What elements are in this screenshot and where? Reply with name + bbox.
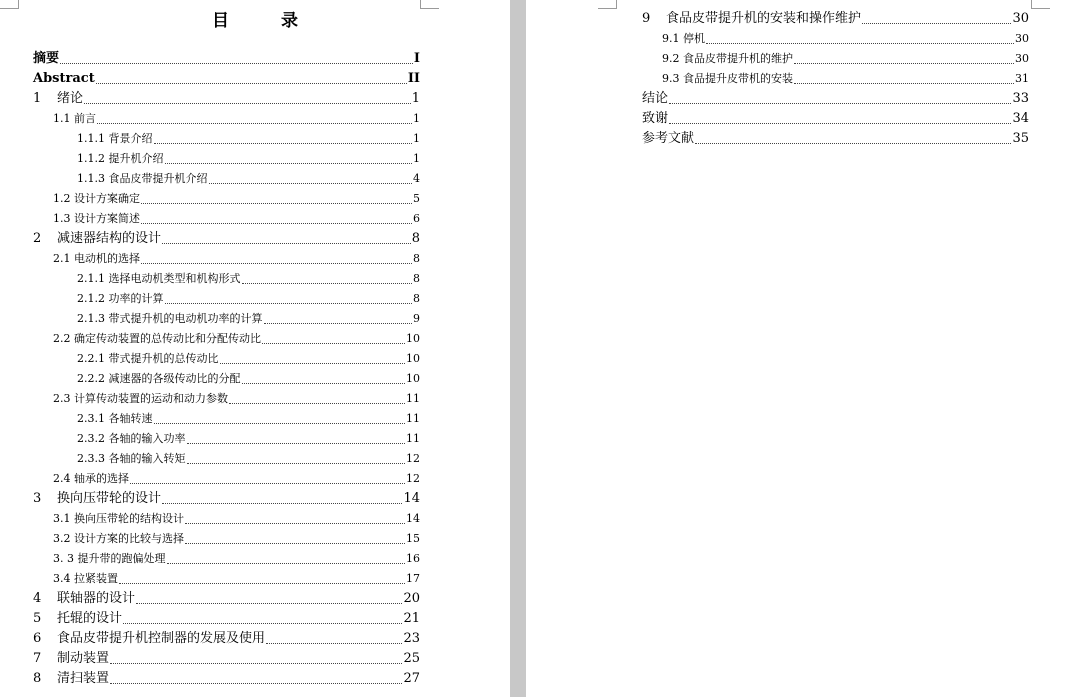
toc-entry-label (33, 610, 122, 628)
toc-leader-dots (794, 83, 1014, 84)
toc-entry-title: 摘要 (33, 51, 60, 66)
toc-page-number: 34 (1012, 111, 1029, 126)
toc-entry-label (662, 70, 793, 88)
toc-leader-dots (187, 463, 406, 464)
toc-entry-label (77, 290, 164, 308)
toc-entry-title: 参考文献 (642, 131, 695, 146)
toc-leader-dots (242, 383, 406, 384)
toc-entry-label (33, 650, 109, 668)
toc-page-number: 9 (413, 312, 420, 325)
toc-entry-title: 前言 (74, 112, 96, 125)
toc-entry-title: 联轴器的设计 (57, 591, 136, 606)
toc-entry-label (53, 110, 96, 128)
toc-entry-title: 设计方案简述 (74, 212, 140, 225)
toc-page-number: 10 (406, 372, 420, 385)
toc-entry-number: 9.2 (662, 52, 680, 65)
toc-entry-number: 2.3 (53, 392, 71, 405)
toc-entry[interactable] (77, 370, 420, 388)
toc-page-number: 30 (1015, 52, 1029, 65)
toc-entry-number: 1.1.2 (77, 152, 105, 165)
toc-entry[interactable] (33, 610, 420, 628)
toc-entry-label (642, 110, 668, 128)
toc-entry-number: 6 (33, 631, 42, 646)
toc-entry[interactable] (662, 70, 1029, 88)
toc-entry-label (33, 630, 265, 648)
toc-entry-label (662, 50, 793, 68)
toc-entry-number: 9 (642, 11, 651, 26)
toc-entry-title: 减速器结构的设计 (57, 231, 162, 246)
toc-entry-label (53, 530, 184, 548)
toc-entry-title: 托辊的设计 (57, 611, 123, 626)
toc-entry[interactable] (642, 90, 1029, 108)
toc-leader-dots (165, 163, 413, 164)
toc-page-number: 31 (1015, 72, 1029, 85)
toc-entry-number: 2.4 (53, 472, 71, 485)
toc-page-number: 14 (403, 491, 420, 506)
toc-entry-title: 提升机介绍 (108, 152, 164, 165)
toc-leader-dots (141, 263, 412, 264)
toc-entry-number: 2.2.1 (77, 352, 105, 365)
toc-entry[interactable] (53, 210, 420, 228)
toc-entry-title: 带式提升机的电动机功率的计算 (108, 312, 263, 325)
toc-entry[interactable] (77, 450, 420, 468)
toc-leader-dots (264, 323, 413, 324)
toc-leader-dots (165, 303, 413, 304)
toc-entry-title: 各轴的输入转矩 (108, 452, 186, 465)
toc-entry[interactable] (77, 410, 420, 428)
toc-entry-number: 2.3.3 (77, 452, 105, 465)
toc-page-number: 5 (413, 192, 420, 205)
toc-entry-label (77, 350, 219, 368)
toc-leader-dots (130, 483, 405, 484)
page-left (0, 0, 510, 697)
toc-entry-title: 设计方案的比较与选择 (74, 532, 184, 545)
toc-entry-label (662, 30, 705, 48)
toc-entry-number: 3.2 (53, 532, 71, 545)
toc-entry-label (53, 190, 140, 208)
toc-entry-label (77, 150, 164, 168)
toc-entry[interactable] (33, 70, 420, 88)
toc-page-number: 11 (406, 392, 420, 405)
toc-entry-label (77, 170, 208, 188)
toc-entry-number: 3.1 (53, 512, 71, 525)
page-gutter (510, 0, 526, 697)
toc-leader-dots (141, 203, 412, 204)
toc-entry-number: 2.1.1 (77, 272, 105, 285)
toc-entry-title: 设计方案确定 (74, 192, 140, 205)
toc-page-number: II (407, 71, 420, 86)
toc-entry-number: 3 (33, 491, 42, 506)
toc-entry[interactable] (53, 570, 420, 588)
toc-leader-dots (187, 443, 406, 444)
toc-entry-label (77, 310, 263, 328)
toc-entry[interactable] (53, 470, 420, 488)
toc-entry[interactable] (77, 150, 420, 168)
toc-entry-label (33, 230, 161, 248)
toc-page-number: 10 (406, 332, 420, 345)
toc-leader-dots (110, 663, 402, 664)
toc-leader-dots (242, 283, 413, 284)
toc-page-number: 20 (403, 591, 420, 606)
toc-entry[interactable] (77, 170, 420, 188)
toc-page-number: 8 (413, 252, 420, 265)
toc-entry[interactable] (53, 330, 420, 348)
toc-entry-title: 绪论 (57, 91, 84, 106)
toc-page-number: 33 (1012, 91, 1029, 106)
toc-leader-dots (84, 103, 411, 104)
toc-entry-label (53, 470, 129, 488)
toc-entry-number: 1.1 (53, 112, 71, 125)
toc-entry-number: 3. 3 (53, 552, 74, 565)
toc-entry-number: 7 (33, 651, 42, 666)
toc-entry-number: 1.2 (53, 192, 71, 205)
toc-leader-dots (669, 103, 1011, 104)
toc-leader-dots (136, 603, 402, 604)
toc-page-number: 12 (406, 472, 420, 485)
toc-entry-title: 食品皮带提升机的维护 (683, 52, 793, 65)
page-corner-mark (1031, 0, 1050, 9)
toc-entry[interactable] (642, 130, 1029, 148)
toc-entry[interactable] (33, 50, 420, 68)
toc-leader-dots (119, 583, 405, 584)
toc-entry-number: 1.1.1 (77, 132, 105, 145)
toc-entry[interactable] (662, 30, 1029, 48)
toc-entry-title: 带式提升机的总传动比 (108, 352, 219, 365)
toc-entry[interactable] (77, 310, 420, 328)
toc-entry-title: 提升带的跑偏处理 (77, 552, 166, 565)
toc-entry-label (53, 390, 228, 408)
toc-entry-title: 确定传动装置的总传动比和分配传动比 (74, 332, 261, 345)
toc-entry-label (77, 370, 241, 388)
toc-entry-title: 清扫装置 (57, 671, 110, 686)
toc-entry-title: 换向压带轮的结构设计 (74, 512, 184, 525)
toc-page-number: 21 (403, 611, 420, 626)
toc-entry[interactable] (33, 630, 420, 648)
toc-entry[interactable] (642, 110, 1029, 128)
toc-leader-dots (669, 123, 1011, 124)
toc-leader-dots (209, 183, 413, 184)
toc-leader-dots (167, 563, 406, 564)
toc-leader-dots (229, 403, 405, 404)
toc-entry-number: 4 (33, 591, 42, 606)
toc-page-number: 1 (411, 91, 420, 106)
toc-entry-title: 食品皮带提升机介绍 (108, 172, 208, 185)
toc-entry-title: 各轴转速 (108, 412, 153, 425)
toc-entry-title: 食品提升皮带机的安装 (683, 72, 793, 85)
toc-entry[interactable] (642, 10, 1029, 28)
toc-leader-dots (123, 623, 402, 624)
toc-entry-label (642, 130, 694, 148)
toc-entry-label (642, 90, 668, 108)
toc-entry[interactable] (662, 50, 1029, 68)
toc-page-number: 25 (403, 651, 420, 666)
toc-leader-dots (162, 243, 411, 244)
toc-entry[interactable] (33, 90, 420, 108)
toc-entry-label (53, 550, 166, 568)
toc-leader-dots (60, 63, 413, 64)
toc-leader-dots (220, 363, 406, 364)
toc-leader-dots (266, 643, 402, 644)
toc-title: 目录 (212, 11, 350, 31)
toc-page-number: 30 (1015, 32, 1029, 45)
toc-leader-dots (695, 143, 1011, 144)
toc-leader-dots (97, 123, 412, 124)
toc-entry-title: 选择电动机类型和机构形式 (108, 272, 241, 285)
toc-entry-title: 功率的计算 (108, 292, 164, 305)
page-right (526, 0, 1092, 697)
toc-entry[interactable] (33, 230, 420, 248)
toc-entry-title: 停机 (683, 32, 705, 45)
toc-entry[interactable] (53, 530, 420, 548)
toc-entry-title: 食品皮带提升机控制器的发展及使用 (57, 631, 266, 646)
toc-entry-label (77, 130, 153, 148)
toc-entry-title: 致谢 (642, 111, 669, 126)
toc-entry[interactable] (33, 590, 420, 608)
toc-entry[interactable] (77, 290, 420, 308)
toc-entry-title: 计算传动装置的运动和动力参数 (74, 392, 228, 405)
toc-entry-title: 食品皮带提升机的安装和操作维护 (666, 11, 862, 26)
toc-leader-dots (794, 63, 1014, 64)
toc-entry-title: 背景介绍 (108, 132, 153, 145)
toc-entry-number: 8 (33, 671, 42, 686)
toc-leader-dots (96, 83, 407, 84)
toc-entry-label (33, 590, 135, 608)
toc-entry-number: 9.3 (662, 72, 680, 85)
toc-page-number: 1 (413, 112, 420, 125)
toc-entry-number: 2.3.1 (77, 412, 105, 425)
toc-entry-label (53, 510, 184, 528)
toc-leader-dots (110, 683, 402, 684)
toc-entry-label (77, 270, 241, 288)
toc-entry[interactable] (77, 430, 420, 448)
toc-leader-dots (154, 423, 406, 424)
toc-page-number: 11 (406, 412, 420, 425)
toc-entry[interactable] (33, 650, 420, 668)
toc-entry-title: 各轴的输入功率 (108, 432, 186, 445)
toc-leader-dots (154, 143, 413, 144)
toc-page-number: 16 (406, 552, 420, 565)
toc-entry-number: 9.1 (662, 32, 680, 45)
toc-entry-label (53, 570, 118, 588)
toc-entry-number: 3.4 (53, 572, 71, 585)
toc-entry-number: 1.1.3 (77, 172, 105, 185)
toc-entry-label (33, 670, 109, 688)
toc-entry-label (77, 410, 153, 428)
toc-entry-number: 2.1.2 (77, 292, 105, 305)
toc-page-number: 15 (406, 532, 420, 545)
toc-entry-number: 2.2.2 (77, 372, 105, 385)
toc-entry-number: 2.3.2 (77, 432, 105, 445)
toc-page-number: 35 (1012, 131, 1029, 146)
toc-page-number: 11 (406, 432, 420, 445)
toc-entry-title: 拉紧装置 (74, 572, 118, 585)
toc-entry-label (77, 430, 186, 448)
toc-leader-dots (185, 543, 405, 544)
toc-entry-title: 电动机的选择 (74, 252, 140, 265)
toc-page-number: 6 (413, 212, 420, 225)
toc-entry-number: 1.3 (53, 212, 71, 225)
toc-entry-title: 制动装置 (57, 651, 110, 666)
toc-page-number: 8 (413, 292, 420, 305)
toc-entry[interactable] (53, 390, 420, 408)
toc-entry[interactable] (77, 270, 420, 288)
toc-leader-dots (141, 223, 412, 224)
toc-entry-number: 2.1 (53, 252, 71, 265)
toc-page-number: 8 (411, 231, 420, 246)
toc-leader-dots (262, 343, 405, 344)
toc-page-number: 1 (413, 132, 420, 145)
toc-entry-title: 换向压带轮的设计 (57, 491, 162, 506)
toc-leader-dots (706, 43, 1014, 44)
toc-entry[interactable] (53, 110, 420, 128)
toc-entry-title: 结论 (642, 91, 669, 106)
toc-page-number: 10 (406, 352, 420, 365)
toc-entry-label (33, 50, 59, 68)
toc-page-number: 4 (413, 172, 420, 185)
toc-page-number: 27 (403, 671, 420, 686)
toc-entry-number: 2.1.3 (77, 312, 105, 325)
toc-entry-label (33, 70, 95, 88)
toc-page-number: 8 (413, 272, 420, 285)
toc-entry-label (53, 250, 140, 268)
toc-page-number: 30 (1012, 11, 1029, 26)
toc-entry-label (77, 450, 186, 468)
toc-entry[interactable] (77, 130, 420, 148)
toc-entry-number: 2 (33, 231, 42, 246)
toc-page-number: I (413, 51, 420, 66)
toc-entry[interactable] (77, 350, 420, 368)
page-corner-mark (598, 0, 617, 9)
toc-leader-dots (862, 23, 1011, 24)
toc-page-number: 1 (413, 152, 420, 165)
toc-entry[interactable] (53, 510, 420, 528)
toc-entry-number: 1 (33, 91, 42, 106)
toc-entry-label (33, 90, 83, 108)
toc-entry[interactable] (53, 550, 420, 568)
toc-page-number: 14 (406, 512, 420, 525)
toc-entry[interactable] (53, 250, 420, 268)
toc-entry-label (33, 490, 161, 508)
toc-entry-label (53, 330, 261, 348)
toc-page-number: 23 (403, 631, 420, 646)
toc-entry[interactable] (53, 190, 420, 208)
toc-entry[interactable] (33, 490, 420, 508)
toc-entry-number: 2.2 (53, 332, 71, 345)
toc-entry-title: Abstract (33, 71, 95, 86)
toc-entry[interactable] (33, 670, 420, 688)
toc-leader-dots (185, 523, 405, 524)
toc-page-number: 17 (406, 572, 420, 585)
toc-entry-number: 5 (33, 611, 42, 626)
toc-leader-dots (162, 503, 402, 504)
toc-entry-title: 轴承的选择 (74, 472, 129, 485)
toc-page-number: 12 (406, 452, 420, 465)
toc-entry-label (642, 10, 861, 28)
toc-entry-title: 减速器的各级传动比的分配 (108, 372, 241, 385)
toc-entry-label (53, 210, 140, 228)
